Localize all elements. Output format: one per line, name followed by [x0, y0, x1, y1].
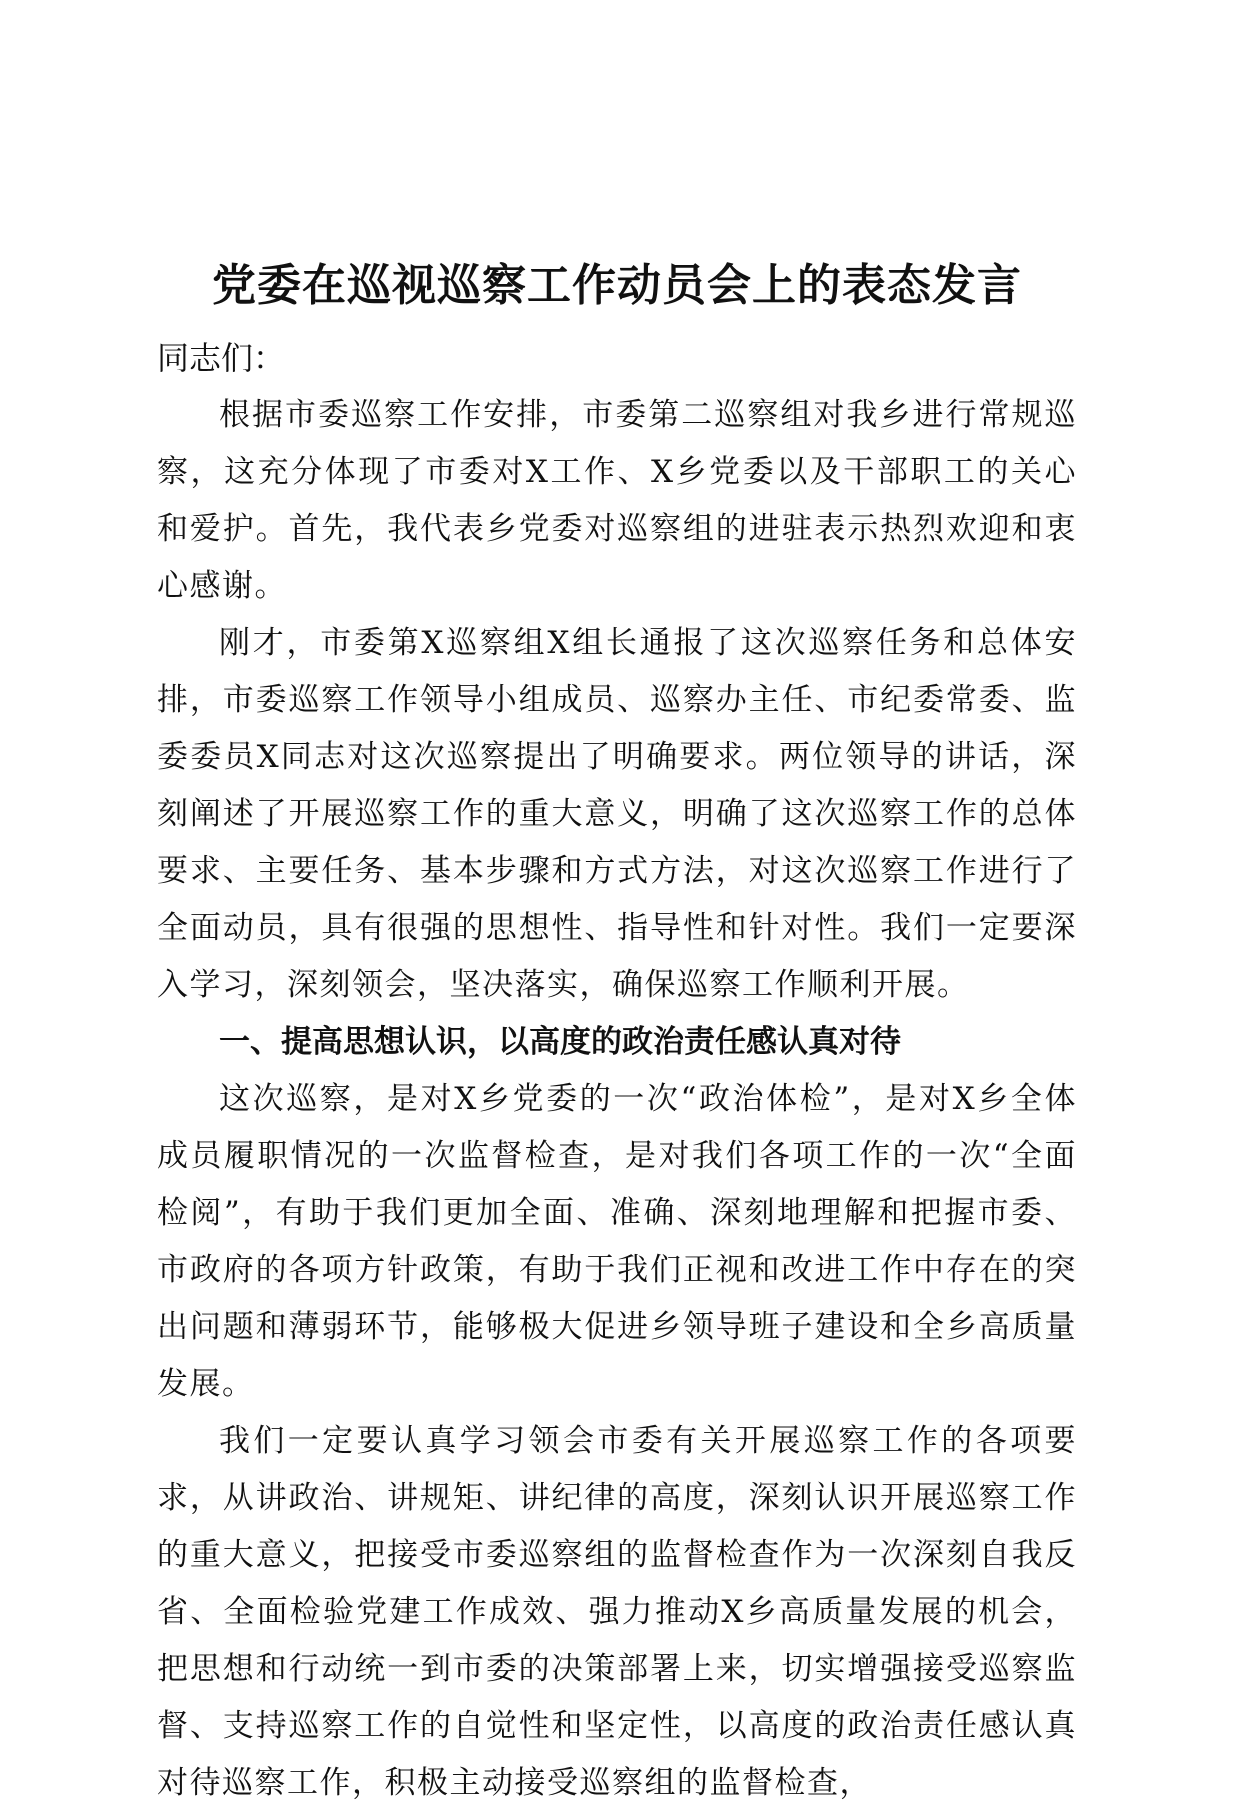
paragraph-study-requirements: 我们一定要认真学习领会市委有关开展巡察工作的各项要求，从讲政治、讲规矩、讲纪律的高度，深刻认识开展巡察工作的重大意义，把接受市委巡察组的监督检查作为一次深刻自我反省、全面检验党建工作成效、强力推动X乡高质量发展的机会，把思想和行动统一到市委的决策部署上来，切实增强接受巡察监督、支持巡察工作的自觉性和坚定性，以高度的政治责任感认真对待巡察工作，积极主动接受巡察组的监督检查， — [157, 1423, 1077, 1801]
section-heading-1: 一、提高思想认识，以高度的政治责任感认真对待 — [219, 1024, 901, 1060]
salutation: 同志们： — [157, 339, 286, 377]
document-title: 党委在巡视巡察工作动员会上的表态发言 — [212, 260, 1022, 311]
document-page — [157, 256, 1077, 1812]
paragraph-leaders-remarks: 刚才，市委第X巡察组X组长通报了这次巡察任务和总体安排，市委巡察工作领导小组成员、巡察办主任、市纪委常委、监委委员X同志对这次巡察提出了明确要求。两位领导的讲话，深刻阐述了开展巡察工作的重大意义，明确了这次巡察工作的总体要求、主要任务、基本步骤和方式方法，对这次巡察工作进行了全面动员，具有很强的思想性、指导性和针对性。我们一定要深入学习，深刻领会，坚决落实，确保巡察工作顺利开展。 — [157, 625, 1077, 1003]
paragraph-political-checkup: 这次巡察，是对X乡党委的一次“政治体检”，是对X乡全体成员履职情况的一次监督检查，是对我们各项工作的一次“全面检阅”，有助于我们更加全面、准确、深刻地理解和把握市委、市政府的各项方针政策，有助于我们正视和改进工作中存在的突出问题和薄弱环节，能够极大促进乡领导班子建设和全乡高质量发展。 — [157, 1081, 1077, 1402]
paragraph-intro: 根据市委巡察工作安排，市委第二巡察组对我乡进行常规巡察，这充分体现了市委对X工作、X乡党委以及干部职工的关心和爱护。首先，我代表乡党委对巡察组的进驻表示热烈欢迎和衷心感谢。 — [157, 397, 1077, 604]
